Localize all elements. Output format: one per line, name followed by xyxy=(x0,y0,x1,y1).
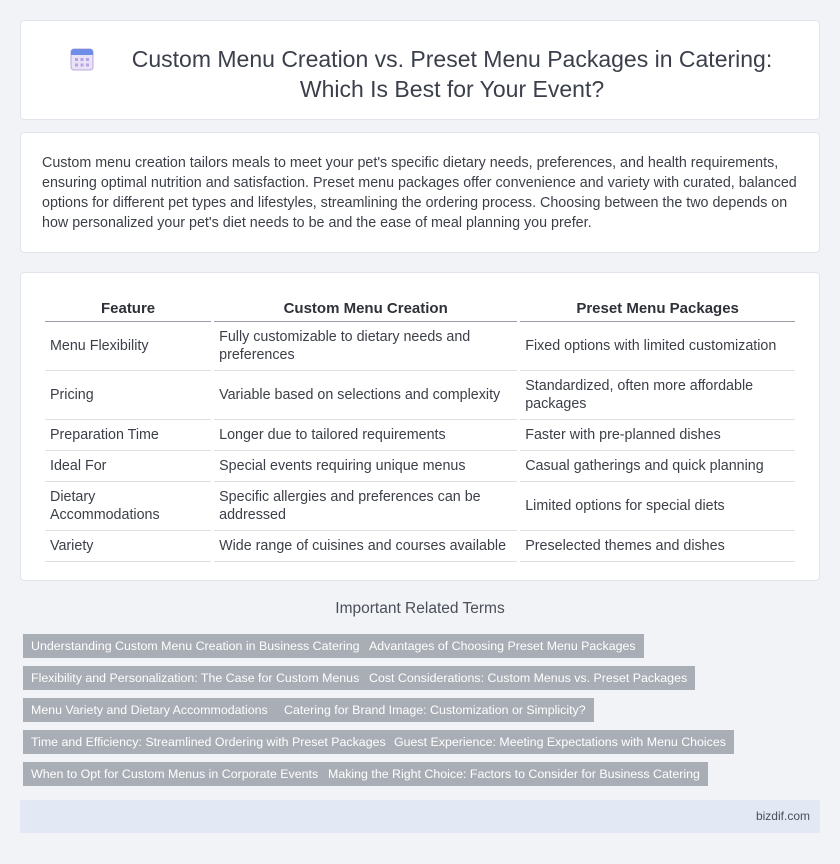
column-header-custom: Custom Menu Creation xyxy=(214,295,517,322)
title-card xyxy=(20,20,820,120)
table-cell-preset: Fixed options with limited customization xyxy=(520,322,795,371)
calendar-icon xyxy=(69,46,95,72)
table-row xyxy=(45,482,795,531)
table-cell-custom: Special events requiring unique menus xyxy=(214,451,517,482)
table-cell-preset: Preselected themes and dishes xyxy=(520,531,795,562)
table-cell-custom: Variable based on selections and complexity xyxy=(214,371,517,420)
related-term-link[interactable]: Time and Efficiency: Streamlined Ordering with Preset Packages xyxy=(23,730,394,754)
intro-card xyxy=(20,132,820,253)
table-row xyxy=(45,371,795,420)
table-row xyxy=(45,420,795,451)
column-header-preset: Preset Menu Packages xyxy=(520,295,795,322)
related-term-link[interactable]: Menu Variety and Dietary Accommodations xyxy=(23,698,276,722)
table-cell-preset: Limited options for special diets xyxy=(520,482,795,531)
table-cell-custom: Longer due to tailored requirements xyxy=(214,420,517,451)
table-row xyxy=(45,451,795,482)
comparison-card xyxy=(20,272,820,581)
related-term-link[interactable]: Understanding Custom Menu Creation in Business Catering xyxy=(23,634,368,658)
related-term-link[interactable]: Making the Right Choice: Factors to Consider for Business Catering xyxy=(320,762,708,786)
table-cell-custom: Wide range of cuisines and courses available xyxy=(214,531,517,562)
page-title-line-2: Which Is Best for Your Event? xyxy=(299,76,605,102)
table-cell-preset: Faster with pre-planned dishes xyxy=(520,420,795,451)
related-term-link[interactable]: Advantages of Choosing Preset Menu Packages xyxy=(361,634,644,658)
comparison-table xyxy=(42,295,798,562)
table-cell-preset: Standardized, often more affordable packages xyxy=(520,371,795,420)
table-row xyxy=(45,531,795,562)
intro-paragraph: Custom menu creation tailors meals to meet your pet's specific dietary needs, preferences, and health requirements, ensuring optimal nutrition and satisfaction. Preset menu packages offer convenience and variety with curated, balanced options for different pet types and lifestyles, streamlining the ordering process. Choosing between the two depends on how personalized your pet's diet needs to be and the ease of meal planning you prefer. xyxy=(42,155,797,231)
page-title xyxy=(107,44,797,104)
table-cell-feature: Menu Flexibility xyxy=(45,322,211,371)
table-cell-custom: Fully customizable to dietary needs and preferences xyxy=(214,322,517,371)
table-cell-preset: Casual gatherings and quick planning xyxy=(520,451,795,482)
related-term-link[interactable]: Guest Experience: Meeting Expectations with Menu Choices xyxy=(386,730,734,754)
table-header-row xyxy=(45,295,795,322)
related-term-link[interactable]: Flexibility and Personalization: The Case for Custom Menus xyxy=(23,666,367,690)
related-term-link[interactable]: Catering for Brand Image: Customization or Simplicity? xyxy=(276,698,594,722)
table-cell-feature: Pricing xyxy=(45,371,211,420)
related-terms-heading: Important Related Terms xyxy=(335,600,505,617)
footer-bar xyxy=(20,800,820,833)
related-term-link[interactable]: Cost Considerations: Custom Menus vs. Preset Packages xyxy=(361,666,695,690)
page-title-line-1: Custom Menu Creation vs. Preset Menu Packages in Catering: xyxy=(131,46,773,72)
table-cell-feature: Variety xyxy=(45,531,211,562)
table-cell-feature: Preparation Time xyxy=(45,420,211,451)
table-cell-custom: Specific allergies and preferences can be addressed xyxy=(214,482,517,531)
table-row xyxy=(45,322,795,371)
related-term-link[interactable]: When to Opt for Custom Menus in Corporate Events xyxy=(23,762,326,786)
footer-brand: bizdif.com xyxy=(755,809,810,823)
table-cell-feature: Ideal For xyxy=(45,451,211,482)
column-header-feature: Feature xyxy=(45,295,211,322)
table-cell-feature: Dietary Accommodations xyxy=(45,482,211,531)
